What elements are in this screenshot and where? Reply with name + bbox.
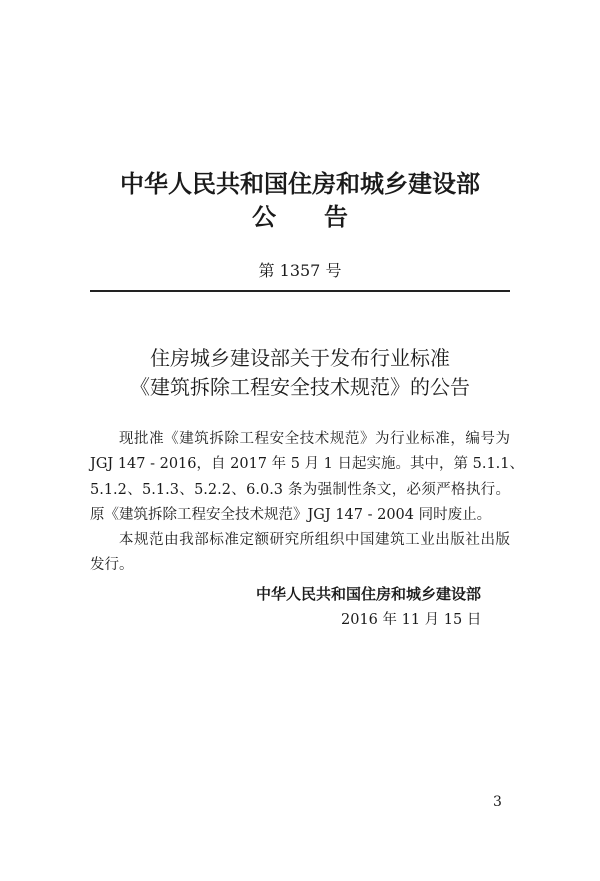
body-line: 5.1.2、5.1.3、5.2.2、6.0.3 条为强制性条文，必须严格执行。 <box>90 482 510 498</box>
issuer-title: 中华人民共和国住房和城乡建设部 <box>120 170 480 198</box>
divider-rule <box>90 290 510 292</box>
subtitle-line-1: 住房城乡建设部关于发布行业标准 <box>150 346 450 370</box>
signature-date: 2016 年 11 月 15 日 <box>341 612 482 628</box>
announcement-number: 第 1357 号 <box>258 261 342 280</box>
signature-issuer: 中华人民共和国住房和城乡建设部 <box>256 585 482 603</box>
body-line: 现批准《建筑拆除工程安全技术规范》为行业标准，编号为 <box>119 431 510 447</box>
body-line: 发行。 <box>90 557 134 573</box>
document-type: 公 告 <box>252 203 348 231</box>
body-line: JGJ 147 - 2016，自 2017 年 5 月 1 日起实施。其中，第 5.1.1、 <box>90 456 525 472</box>
body-line: 本规范由我部标准定额研究所组织中国建筑工业出版社出版 <box>119 532 510 548</box>
body-line: 原《建筑拆除工程安全技术规范》JGJ 147 - 2004 同时废止。 <box>90 507 492 523</box>
page-number: 3 <box>493 794 502 810</box>
subtitle-line-2: 《建筑拆除工程安全技术规范》的公告 <box>130 375 470 399</box>
